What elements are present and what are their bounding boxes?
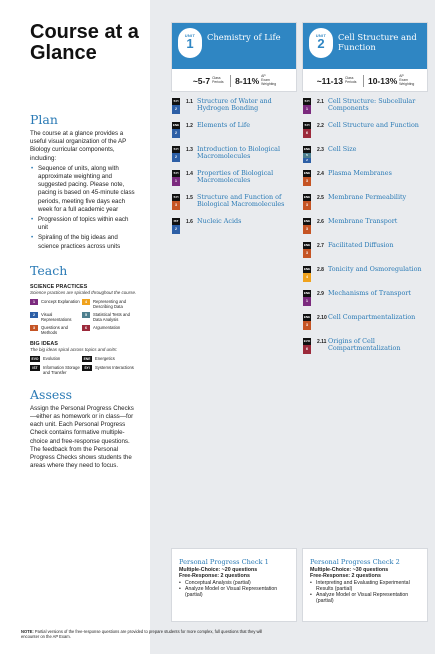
- topic-badge: [303, 290, 311, 306]
- topic-number: 2.3: [317, 147, 324, 153]
- topic-number: 2.9: [317, 291, 324, 297]
- big-idea-tag: IST: [173, 219, 179, 223]
- assess-text: Assign the Personal Progress Checks—either as homework or in class—for each unit. Each Personal Progress Check contains formative multiple-choice and free-response questions. The feedback from the Personal Progress Checks shows students the areas where they need to focus.: [30, 404, 134, 470]
- big-idea-tag: ENE: [303, 315, 311, 319]
- unit-number: 2: [317, 36, 325, 51]
- free-response-info: Free-Response: 2 questions: [310, 573, 381, 580]
- topic-name: Origins of Cell Compartmentalization: [328, 337, 401, 353]
- unit-header: [171, 22, 297, 92]
- big-idea-label: Evolution: [43, 355, 61, 361]
- topic-name: Elements of Life: [197, 121, 251, 129]
- weight-value: 10-13%: [367, 76, 398, 86]
- plan-intro: The course at a glance provides a useful visual organization of the AP Biology curricular components, including:: [30, 130, 127, 162]
- practice-number: 2: [172, 129, 180, 138]
- unit-label: UNIT: [315, 33, 327, 38]
- plan-bullet: • Sequence of units, along with approximate weighting and suggested pacing. Please note, pacing is based on 45-minute class periods, meeting five days each week for a full academic year: [30, 165, 140, 214]
- weight-value: 8-11%: [235, 76, 260, 86]
- pacing-divider: [230, 75, 231, 87]
- practice-item: [82, 312, 138, 322]
- topic-row: [303, 122, 429, 140]
- big-ideas-note: The big ideas spiral across topics and units:: [30, 346, 118, 352]
- topic-badge: [303, 218, 311, 234]
- practice-label: Questions and Methods: [41, 324, 69, 335]
- topic-number: 1.6: [186, 219, 193, 225]
- practice-number: 6: [303, 345, 311, 354]
- big-idea-tag: EVO: [303, 339, 311, 343]
- topic-badge: [303, 242, 311, 258]
- footer-note: [21, 629, 279, 640]
- topic-name: Introduction to Biological Macromolecules: [197, 145, 280, 161]
- teach-heading: Teach: [30, 262, 68, 278]
- topic-row: [303, 242, 429, 260]
- topic-list: [303, 98, 429, 362]
- topic-name: Cell Compartmentalization: [328, 313, 416, 321]
- topic-row: [172, 170, 298, 188]
- big-idea-tag: ENE: [83, 356, 91, 361]
- topic-number: 1.2: [186, 123, 193, 129]
- science-practices-legend: [30, 299, 150, 335]
- pacing-unit: Class Periods: [344, 76, 357, 84]
- big-idea-tag: SYI: [173, 147, 179, 151]
- units-panel: [150, 0, 435, 654]
- unit-badge: [309, 28, 333, 58]
- topic-row: [303, 266, 429, 284]
- practice-number: 1: [30, 299, 38, 305]
- topic-name: Structure and Function of Biological Macromolecules: [197, 193, 285, 209]
- plan-heading: Plan: [30, 112, 58, 127]
- practice-number: 3: [303, 321, 311, 330]
- unit-header: [302, 22, 428, 92]
- big-idea-tag: IST: [30, 365, 40, 371]
- topic-number: 2.6: [317, 219, 324, 225]
- topic-name: Structure of Water and Hydrogen Bonding: [197, 97, 272, 113]
- big-idea-tag: ENE: [303, 171, 311, 175]
- free-response-info: Free-Response: 2 questions: [179, 573, 250, 580]
- progress-check-title: Personal Progress Check 2: [310, 558, 400, 566]
- topic-badge: [172, 218, 180, 234]
- topic-row: [303, 146, 429, 164]
- progress-check-card: [171, 548, 297, 622]
- topic-number: 2.5: [317, 195, 324, 201]
- unit-band: [172, 23, 296, 69]
- big-idea-label: Systems Interactions: [95, 364, 134, 370]
- big-idea-tag: EVO: [31, 356, 39, 361]
- topic-badge: [172, 122, 180, 138]
- assess-heading: Assess: [30, 386, 73, 402]
- multiple-choice-info: Multiple-Choice: ~30 questions: [310, 567, 389, 573]
- practice-number: 4: [303, 273, 311, 282]
- practice-number: 3: [172, 201, 180, 210]
- topic-row: [303, 98, 429, 116]
- practice-number: 1: [172, 177, 180, 186]
- big-idea-tag: SYI: [304, 123, 310, 127]
- free-response-item: • Conceptual Analysis (partial): [179, 580, 290, 586]
- big-idea-tag: SYI: [173, 99, 179, 103]
- practice-number: 3: [303, 201, 311, 210]
- pacing-divider: [363, 75, 364, 87]
- plan-bullet: • Spiraling of the big ideas and science practices across units: [30, 234, 140, 250]
- practice-item: [30, 299, 82, 309]
- big-ideas-heading: BIG IDEAS: [30, 340, 58, 347]
- big-idea-tag: SYI: [82, 365, 92, 371]
- practice-number: 6: [303, 129, 311, 138]
- topic-number: 1.4: [186, 171, 193, 177]
- topic-name: Membrane Transport: [328, 217, 398, 225]
- big-idea-tag: SYI: [173, 195, 179, 199]
- practice-number: 1: [303, 297, 311, 306]
- note-text: Partial versions of the free-response questions are provided to prepare students for more complex, full questions that they will encounter on the AP Exam.: [21, 629, 263, 640]
- topic-row: [172, 194, 298, 212]
- topic-row: [172, 218, 298, 236]
- practice-label: Representing and Describing Data: [93, 298, 127, 309]
- topic-name: Cell Structure: Subcellular Components: [328, 97, 416, 113]
- unit-title: Cell Structure and Function: [338, 32, 417, 52]
- unit-title: Chemistry of Life: [207, 32, 281, 42]
- practice-number: 3: [303, 249, 311, 258]
- practice-number: 1: [303, 105, 311, 114]
- science-practices-heading: SCIENCE PRACTICES: [30, 283, 88, 290]
- big-idea-tag: ENE: [303, 291, 311, 295]
- topic-name: Mechanisms of Transport: [328, 289, 411, 297]
- big-idea-tag: ENE: [303, 267, 311, 271]
- topic-row: [303, 338, 429, 356]
- topic-badge: [303, 98, 311, 114]
- big-ideas-legend: [30, 356, 150, 375]
- topic-badge: [303, 146, 311, 163]
- big-idea-label: Information Storage and Transfer: [43, 364, 80, 375]
- topic-badge: [303, 338, 311, 354]
- big-idea-item: [30, 365, 82, 375]
- topic-name: Cell Structure and Function: [328, 121, 419, 129]
- unit-pacing: [303, 69, 427, 93]
- progress-check-card: [302, 548, 428, 622]
- science-practices-note: Science practices are spiraled throughout the course.: [30, 289, 137, 295]
- topic-badge: [303, 194, 311, 210]
- topic-number: 2.8: [317, 267, 324, 273]
- practice-number: 3: [303, 225, 311, 234]
- topic-row: [303, 170, 429, 188]
- plan-bullet: • Progression of topics within each unit: [30, 216, 140, 232]
- big-idea-tag: ENE: [172, 123, 180, 127]
- practice-number: 3: [30, 325, 38, 331]
- practice-number: 3: [303, 177, 311, 186]
- pacing-value: ~5-7: [192, 76, 211, 86]
- free-response-item: • Interpreting and Evaluating Experimental Results (partial): [310, 580, 421, 592]
- topic-badge: [303, 314, 311, 330]
- free-response-item: • Analyze Model or Visual Representation (partial): [310, 592, 421, 604]
- multiple-choice-info: Multiple-Choice: ~20 questions: [179, 567, 258, 573]
- topic-row: [303, 194, 429, 212]
- big-idea-tag: ENE: [303, 243, 311, 247]
- big-idea-label: Energetics: [95, 355, 115, 361]
- topic-row: [303, 314, 429, 332]
- big-idea-tag: SYI: [173, 171, 179, 175]
- topic-badge: [303, 122, 311, 138]
- big-idea-tag: ENE: [303, 195, 311, 199]
- practice-number: 6: [82, 325, 90, 331]
- unit-number: 1: [186, 36, 194, 51]
- topic-number: 2.11: [317, 339, 327, 345]
- topic-name: Plasma Membranes: [328, 169, 392, 177]
- topic-number: 2.7: [317, 243, 324, 249]
- big-idea-tag: ENE: [303, 147, 311, 151]
- practice-number: 5: [303, 153, 311, 158]
- topic-name: Tonicity and Osmoregulation: [328, 265, 422, 273]
- topic-number: 1.5: [186, 195, 193, 201]
- topic-name: Properties of Biological Macromolecules: [197, 169, 274, 185]
- practice-number: 2: [30, 312, 38, 318]
- big-idea-item: [30, 356, 82, 362]
- practice-label: Statistical Tests and Data Analysis: [93, 311, 130, 322]
- left-column: [0, 0, 150, 654]
- unit-badge: [178, 28, 202, 58]
- topic-row: [172, 146, 298, 164]
- practice-label: Visual Representations: [41, 311, 72, 322]
- free-response-item: • Analyze Model or Visual Representation (partial): [179, 586, 290, 598]
- topic-list: [172, 98, 298, 242]
- note-label: NOTE:: [21, 629, 34, 634]
- topic-number: 2.2: [317, 123, 324, 129]
- practice-item: [30, 325, 82, 335]
- unit-label: UNIT: [184, 33, 196, 38]
- topic-badge: [172, 194, 180, 210]
- topic-badge: [172, 98, 180, 114]
- topic-number: 2.4: [317, 171, 324, 177]
- weight-unit: AP Exam Weighting: [399, 74, 415, 86]
- unit-pacing: [172, 69, 296, 93]
- topic-row: [303, 290, 429, 308]
- big-idea-item: [82, 365, 138, 375]
- topic-badge: [172, 146, 180, 162]
- practice-number: 5: [82, 312, 90, 318]
- topic-number: 2.1: [317, 99, 324, 105]
- big-idea-tag: SYI: [304, 99, 310, 103]
- big-idea-item: [82, 356, 138, 362]
- topic-name: Membrane Permeability: [328, 193, 407, 201]
- practice-item: [82, 299, 138, 309]
- topic-row: [303, 218, 429, 236]
- weight-unit: AP Exam Weighting: [261, 74, 277, 86]
- topic-row: [172, 122, 298, 140]
- practice-item: [30, 312, 82, 322]
- topic-name: Nucleic Acids: [197, 217, 242, 225]
- practice-number: 2: [303, 158, 311, 163]
- topic-badge: [172, 170, 180, 186]
- practice-label: Concept Explanation: [41, 298, 80, 304]
- topic-row: [172, 98, 298, 116]
- pacing-value: ~11-13: [316, 76, 343, 86]
- pacing-unit: Class Periods: [212, 76, 224, 84]
- topic-number: 1.1: [186, 99, 193, 105]
- topic-name: Facilitated Diffusion: [328, 241, 394, 249]
- topic-number: 1.3: [186, 147, 193, 153]
- practice-number: 2: [172, 105, 180, 114]
- big-idea-tag: ENE: [303, 219, 311, 223]
- page-title: Course at a Glance: [30, 21, 139, 64]
- unit-band: [303, 23, 427, 69]
- practice-number: 2: [172, 153, 180, 162]
- topic-badge: [303, 266, 311, 282]
- practice-number: 4: [82, 299, 90, 305]
- practice-number: 2: [172, 225, 180, 234]
- topic-name: Cell Size: [328, 145, 357, 153]
- practice-label: Argumentation: [93, 324, 121, 330]
- progress-check-title: Personal Progress Check 1: [179, 558, 269, 566]
- topic-badge: [303, 170, 311, 186]
- practice-item: [82, 325, 138, 335]
- topic-number: 2.10: [317, 315, 327, 321]
